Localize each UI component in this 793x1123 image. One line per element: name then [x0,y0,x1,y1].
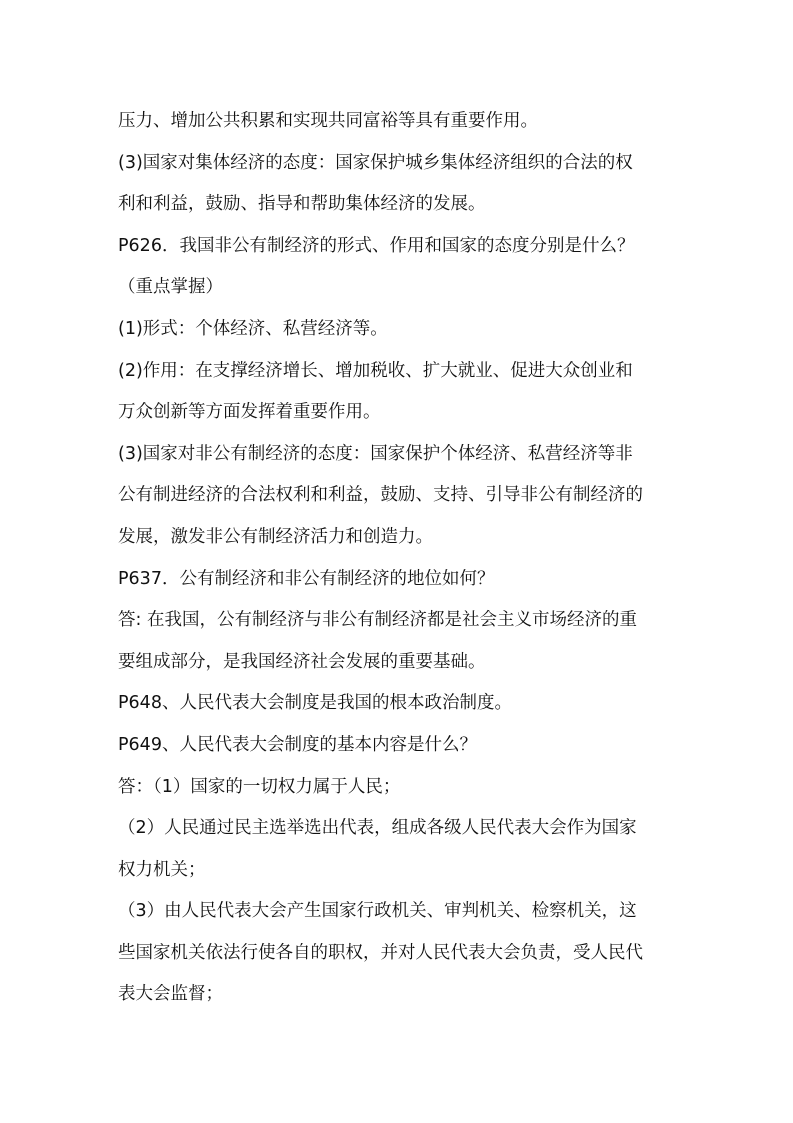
text-line: (1)形式：个体经济、私营经济等。 [118,318,388,339]
text-line: 压力、增加公共积累和实现共同富裕等具有重要作用。 [118,111,538,131]
question-heading: P626．我国非公有制经济的形式、作用和国家的态度分别是什么？ [118,235,635,256]
text-line: 发展，激发非公有制经济活力和创造力。 [118,526,433,547]
document-body [118,101,678,1016]
text-line: 权力机关； [118,859,206,880]
question-heading: P649、人民代表大会制度的基本内容是什么？ [118,734,477,755]
text-line: (2)作用：在支撑经济增长、增加税收、扩大就业、促进大众创业和 [118,360,633,381]
text-line: (3)国家对集体经济的态度：国家保护城乡集体经济组织的合法的权 [118,152,633,173]
text-line: 些国家机关依法行使各自的职权，并对人民代表大会负责，受人民代 [118,942,643,963]
text-line: （2）人民通过民主选举选出代表，组成各级人民代表大会作为国家 [118,818,637,839]
text-line: 答: 在我国，公有制经济与非公有制经济都是社会主义市场经济的重 [118,610,637,631]
text-line: 要组成部分，是我国经济社会发展的重要基础。 [118,651,486,672]
text-line: （3）由人民代表大会产生国家行政机关、审判机关、检察机关，这 [118,901,637,922]
text-line: 利和利益，鼓励、指导和帮助集体经济的发展。 [118,194,486,215]
text-line: 万众创新等方面发挥着重要作用。 [118,402,381,423]
text-line: 答：（1）国家的一切权力属于人民； [118,776,401,797]
text-line: 表大会监督； [118,984,223,1005]
text-line: （重点掌握） [118,277,223,298]
question-heading: P637．公有制经济和非公有制经济的地位如何？ [118,568,495,589]
text-line: (3)国家对非公有制经济的态度：国家保护个体经济、私营经济等非 [118,443,633,464]
question-heading: P648、人民代表大会制度是我国的根本政治制度。 [118,693,512,714]
text-line: 公有制进经济的合法权利和利益，鼓励、支持、引导非公有制经济的 [118,485,643,506]
